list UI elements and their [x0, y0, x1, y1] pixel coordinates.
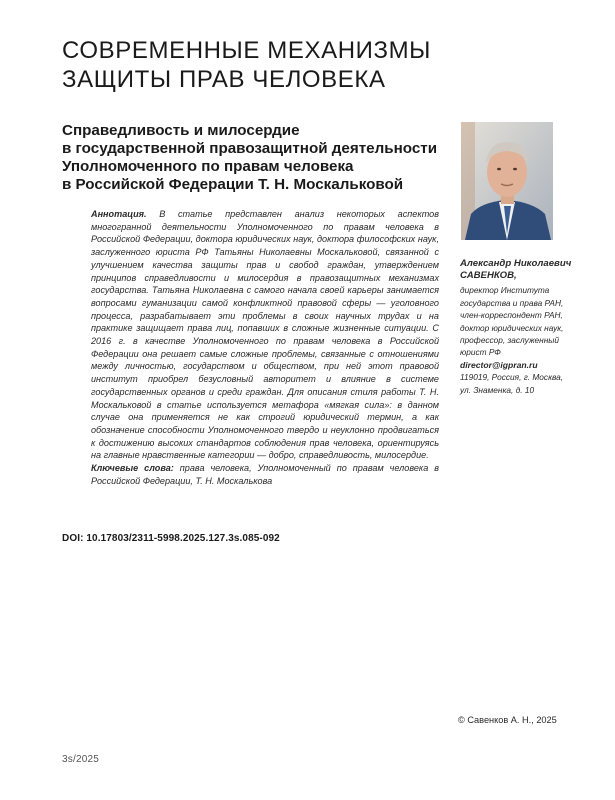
author-info [460, 258, 600, 396]
author-position-line-4: доктор юридических наук, [460, 322, 564, 333]
section-title-line-2: ЗАЩИТЫ ПРАВ ЧЕЛОВЕКА [62, 66, 386, 93]
doi: DOI: 10.17803/2311-5998.2025.127.3s.085-092 [62, 533, 280, 544]
article-title [62, 122, 452, 194]
keywords-text: права человека, Уполномоченный по правам человека в Российской Федерации, Т. Н. Москалькова [91, 463, 439, 486]
author-position-line-5: профессор, заслуженный [460, 335, 560, 346]
author-photo [461, 122, 553, 240]
abstract-paragraph [91, 208, 439, 462]
keywords-paragraph [91, 462, 439, 487]
section-title-line-1: СОВРЕМЕННЫЕ МЕХАНИЗМЫ [62, 37, 432, 64]
author-address [460, 371, 600, 396]
article-title-line-2: в государственной правозащитной деятельности [62, 140, 438, 157]
copyright: © Савенков А. Н., 2025 [458, 715, 557, 725]
author-position-line-1: директор Института [460, 285, 550, 296]
abstract [91, 208, 439, 487]
author-position-line-2: государства и права РАН, [460, 297, 564, 308]
issue-number: 3s/2025 [62, 754, 99, 765]
author-position-line-3: член-корреспондент РАН, [460, 310, 563, 321]
article-title-line-3: Уполномоченного по правам человека [62, 158, 354, 175]
author-name-line-2: САВЕНКОВ, [460, 270, 517, 282]
author-address-line-1: 119019, Россия, г. Москва, [460, 372, 564, 383]
author-email[interactable]: director@igpran.ru [460, 359, 538, 370]
author-position-line-6: юрист РФ [460, 347, 501, 358]
abstract-text: В статье представлен анализ некоторых аспектов многогранной деятельности Уполномоченного по правам человека в Российской Федерации, доктора юридических наук, доктора философских наук, заслуженного юриста РФ Татьяны Николаевны Москальковой, связанной с улучшением качества защиты прав и свобод граждан, утверждением принципов справедливости и милосердия в правозащитных механизмах государства. Татьяна Николаевна с самого начала своей карьеры занимается вопросами гуманизации самой конфликтной правовой сферы — уголовного процесса, разрабатывает эти проблемы в своих научных трудах и на практике защищает права лиц, попавших в сложные жизненные ситуации. С 2016 г. в качестве Уполномоченного по правам человека в Российской Федерации она решает самые сложные проблемы, связанные с отношениями между личностью, государством и обществом, при ней этот правовой институт приобрел безусловный авторитет и влияние в системе государственных органов и среди граждан. Для описания стиля работы Т. Н. Москальковой в статье используется метафора «мягкая сила»: в данном случае она применяется не как строгий юридический термин, а как обозначение способности Уполномоченного твердо и неуклонно продвигаться к достижению высоких стандартов соблюдения прав человека, ориентируясь на главные нравственные категории — добро, справедливость, милосердие. [91, 209, 439, 461]
author-name-line-1: Александр Николаевич [460, 258, 572, 269]
author-position [460, 284, 600, 358]
section-title [62, 36, 582, 94]
author-address-line-2: ул. Знаменка, д. 10 [460, 384, 535, 395]
author-name [460, 258, 600, 282]
article-title-line-1: Справедливость и милосердие [62, 122, 300, 139]
abstract-label: Аннотация. [91, 209, 147, 219]
article-title-line-4: в Российской Федерации Т. Н. Москальковой [62, 176, 404, 193]
keywords-label: Ключевые слова: [91, 463, 174, 474]
